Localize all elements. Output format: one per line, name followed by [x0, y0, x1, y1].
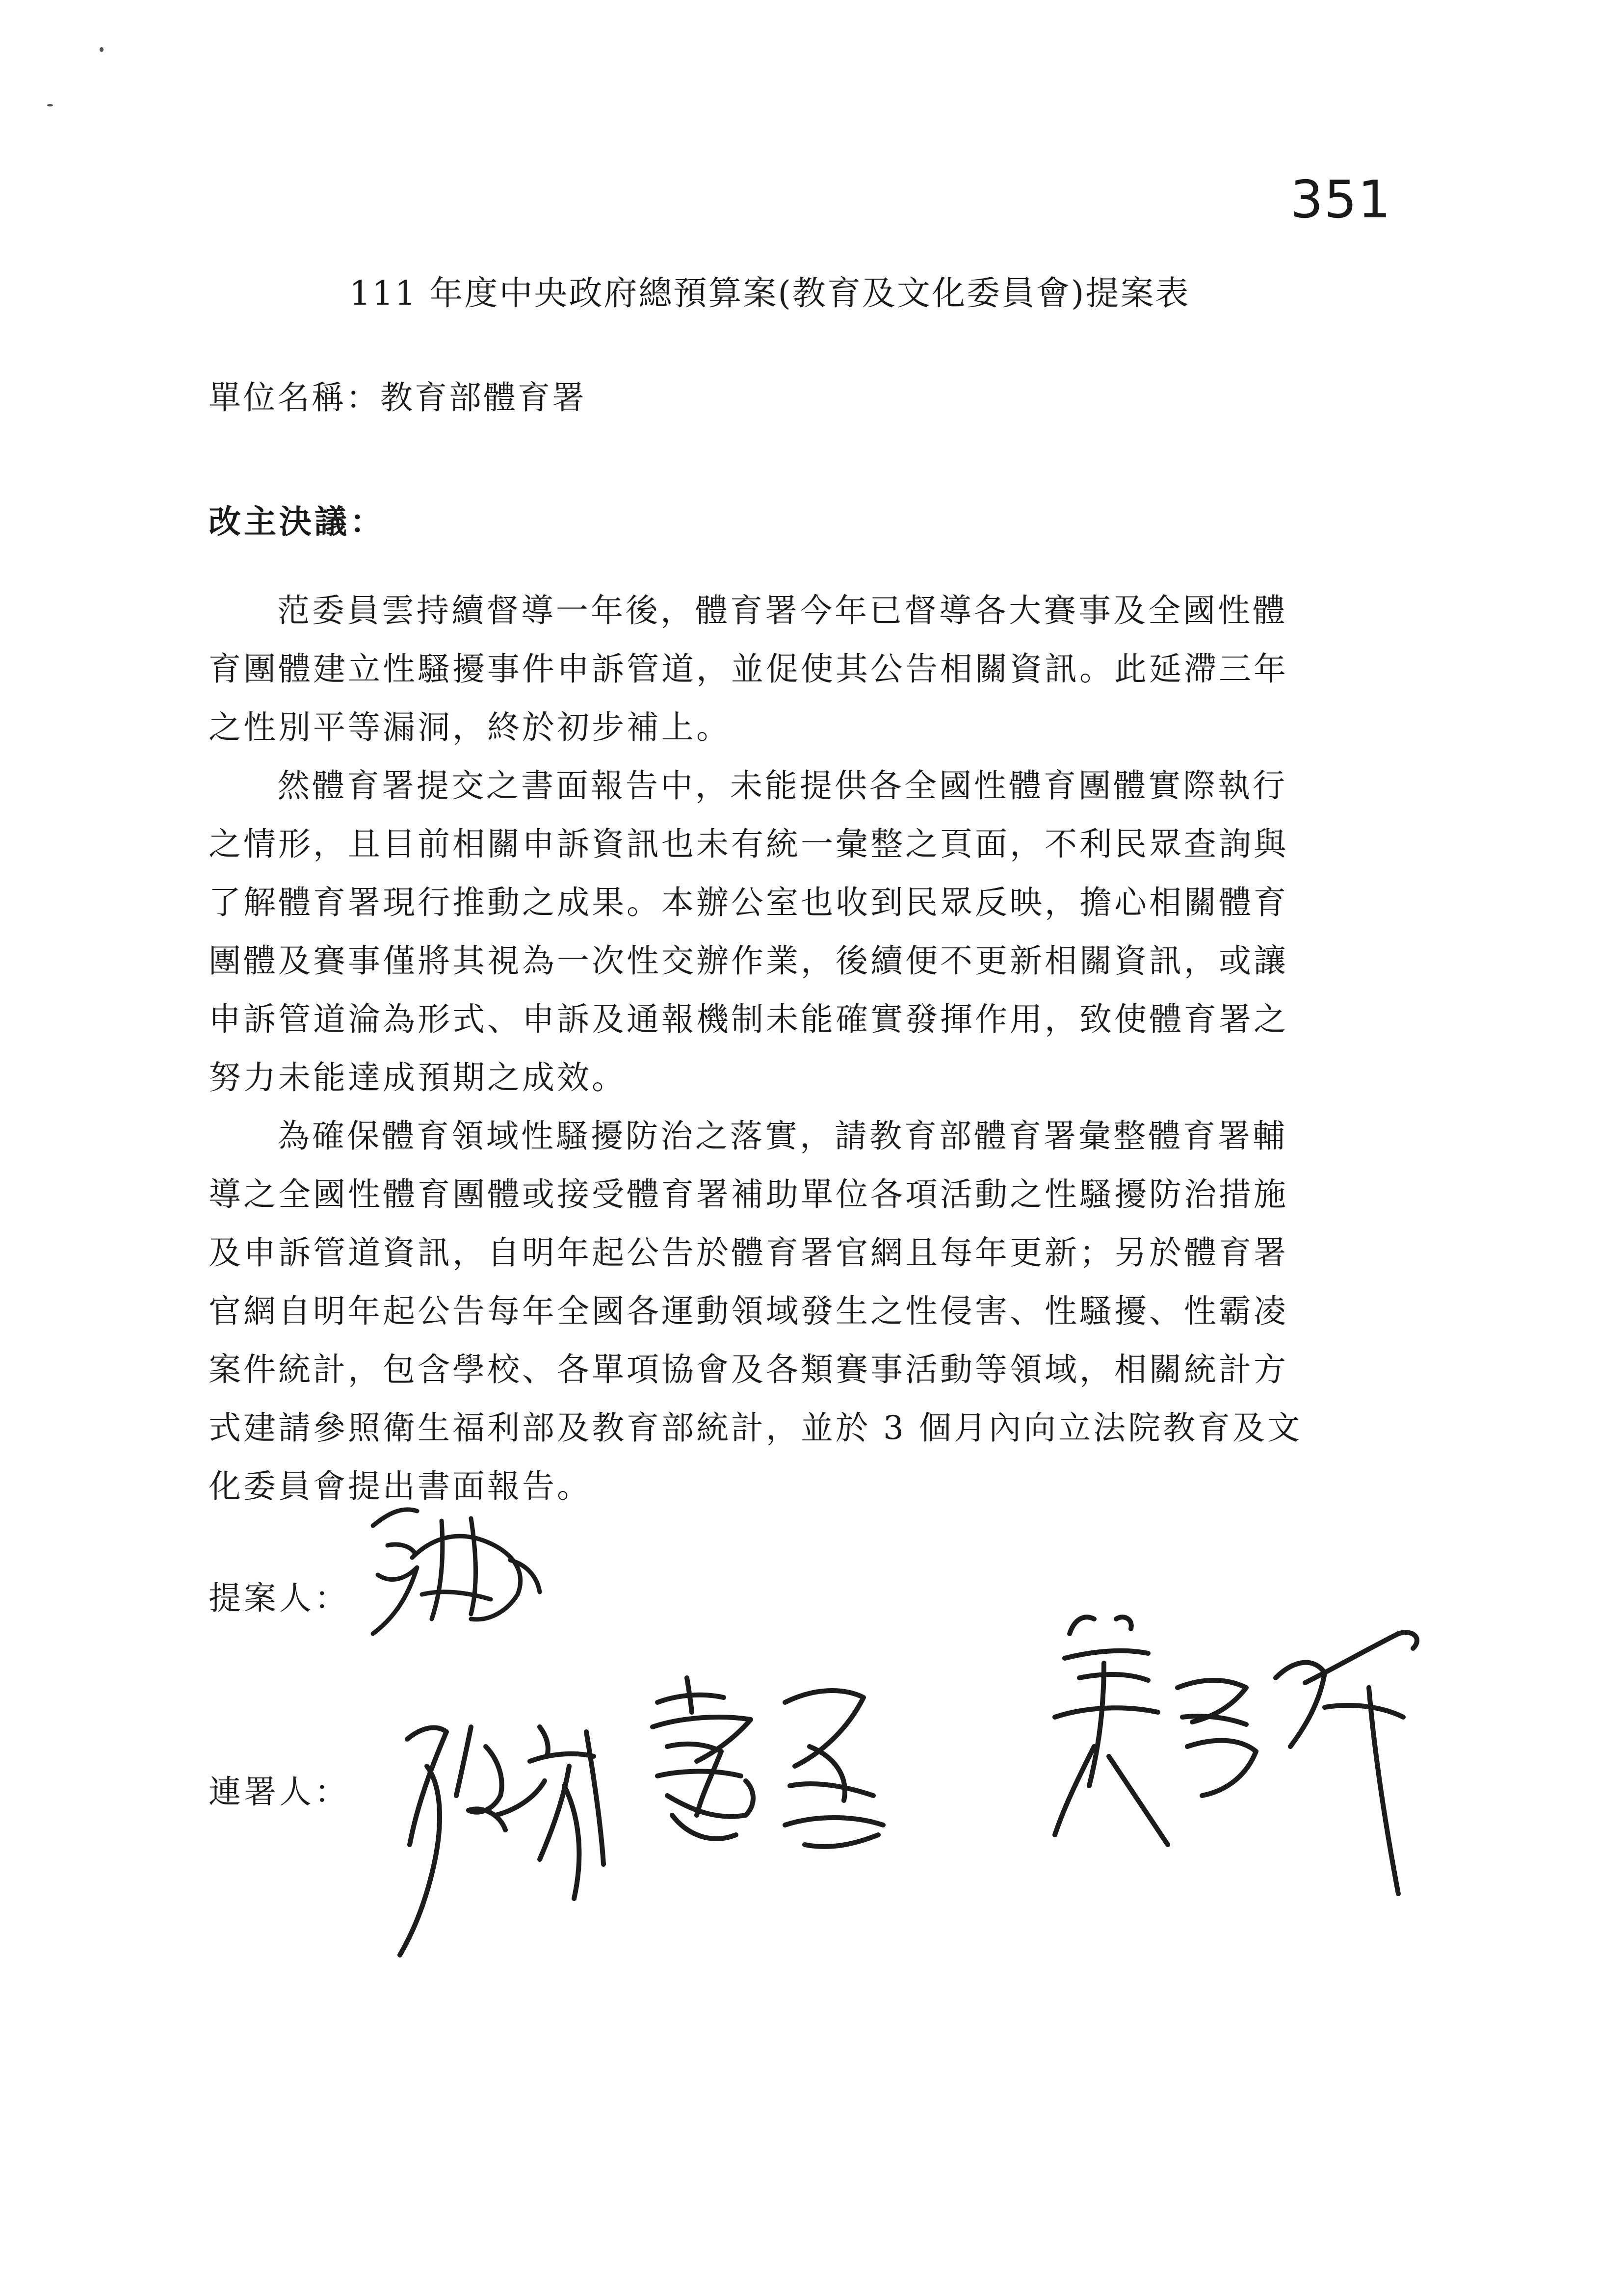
signature-stroke — [785, 1691, 864, 1766]
resolution-body — [209, 581, 1418, 1515]
paragraph-line: 育團體建立性騷擾事件申訴管道，並促使其公告相關資訊。此延滯三年 — [209, 650, 1288, 688]
signature-stroke — [564, 1786, 579, 1899]
paragraph-line: 之性別平等漏洞，終於初步補上。 — [209, 708, 731, 746]
paragraph-line: 化委員會提出書面報告。 — [209, 1467, 592, 1505]
signature-stroke — [657, 1772, 741, 1776]
cosigner-signature — [1055, 1617, 1417, 1894]
paragraph-line: 范委員雲持續督導一年後，體育署今年已督導各大賽事及全國性體 — [277, 592, 1287, 629]
section-heading: 改主決議： — [209, 502, 385, 541]
paragraph-line: 案件統計，包含學校、各單項協會及各類賽事活動等領域，相關統計方 — [209, 1351, 1288, 1388]
paragraph-line: 導之全國性體育團體或接受體育署補助單位各項活動之性騷擾防治措施 — [209, 1175, 1288, 1213]
paragraph-line: 然體育署提交之書面報告中，未能提供各全國性體育團體實際執行 — [277, 767, 1287, 805]
signature-stroke — [810, 1747, 845, 1800]
cosigner-signature — [400, 1727, 603, 1955]
paragraph-2 — [209, 757, 1418, 1107]
signature-stroke — [1325, 1705, 1403, 1717]
paragraph-line: 為確保體育領域性騷擾防治之落實，請教育部體育署彙整體育署輔 — [277, 1117, 1287, 1155]
signature-stroke — [510, 1560, 540, 1592]
signature-stroke — [1305, 1632, 1417, 1683]
document-title: 111 年度中央政府總預算案(教育及文化委員會)提案表 — [349, 274, 1190, 313]
signature-stroke — [790, 1784, 873, 1796]
signature-stroke — [1089, 1663, 1104, 1786]
signature-stroke — [1070, 1617, 1094, 1634]
signature-stroke — [1055, 1708, 1158, 1717]
signature-stroke — [456, 1727, 471, 1796]
signature-stroke — [687, 1678, 692, 1712]
signature-stroke — [530, 1754, 594, 1761]
signature-stroke — [388, 1544, 415, 1553]
signature-stroke — [400, 1766, 440, 1955]
scan-speck — [100, 47, 104, 52]
signature-stroke — [586, 1732, 603, 1864]
signature-stroke — [373, 1567, 417, 1634]
paragraph-line: 了解體育署現行推動之成果。本辦公室也收到民眾反映，擔心相關體育 — [209, 884, 1288, 921]
signature-stroke — [1055, 1747, 1094, 1835]
unit-name-line: 單位名稱：教育部體育署 — [209, 379, 586, 417]
signature-stroke — [1109, 1756, 1168, 1845]
paragraph-line: 官網自明年起公告每年全國各運動領域發生之性侵害、性騷擾、性霸凌 — [209, 1292, 1288, 1330]
cosigner-label: 連署人： — [209, 1773, 350, 1811]
paragraph-1 — [209, 581, 1418, 757]
signature-stroke — [672, 1815, 736, 1839]
signature-stroke — [1187, 1741, 1256, 1796]
signature-stroke — [1369, 1688, 1398, 1894]
signature-stroke — [1182, 1716, 1246, 1724]
signature-stroke — [785, 1818, 883, 1825]
signature-stroke — [422, 1592, 491, 1599]
paragraph-line: 申訴管道淪為形式、申訴及通報機制未能確實發揮作用，致使體育署之 — [209, 1000, 1288, 1038]
signature-stroke — [469, 1747, 505, 1830]
signature-stroke — [540, 1727, 548, 1756]
signature-stroke — [412, 1536, 483, 1558]
signature-stroke — [471, 1540, 521, 1619]
signature-stroke — [496, 1781, 545, 1815]
proposer-signature — [373, 1510, 540, 1634]
signature-stroke — [1079, 1674, 1148, 1680]
signature-stroke — [540, 1766, 569, 1859]
page-number: 351 — [1290, 170, 1392, 230]
paragraph-line: 努力未能達成預期之成效。 — [209, 1059, 627, 1096]
proposer-label: 提案人： — [209, 1579, 350, 1617]
signature-stroke — [667, 1781, 753, 1817]
signature-stroke — [1178, 1680, 1246, 1722]
signature-stroke — [407, 1728, 446, 1845]
paragraph-line: 團體及賽事僅將其視為一次性交辦作業，後續便不更新相關資訊，或讓 — [209, 942, 1288, 980]
signature-stroke — [1065, 1651, 1148, 1658]
paragraph-line: 之情形，且目前相關申訴資訊也未有統一彙整之頁面，不利民眾查詢與 — [209, 825, 1288, 863]
paragraph-line: 式建請參照衛生福利部及教育部統計，並於 3 個月內向立法院教育及文 — [209, 1409, 1302, 1447]
signature-stroke — [657, 1695, 724, 1702]
signature-stroke — [471, 1518, 475, 1614]
cosigner-signature — [653, 1678, 883, 1847]
signature-stroke — [667, 1744, 721, 1815]
signature-stroke — [1116, 1617, 1131, 1629]
paragraph-3 — [209, 1107, 1418, 1515]
paragraph-line: 及申訴管道資訊，自明年起公告於體育署官網且每年更新；另於體育署 — [209, 1234, 1288, 1272]
scan-speck — [47, 104, 53, 106]
signature-stroke — [1276, 1663, 1325, 1747]
signature-stroke — [653, 1717, 751, 1761]
signature-stroke — [432, 1521, 443, 1619]
signature-stroke — [805, 1835, 878, 1847]
